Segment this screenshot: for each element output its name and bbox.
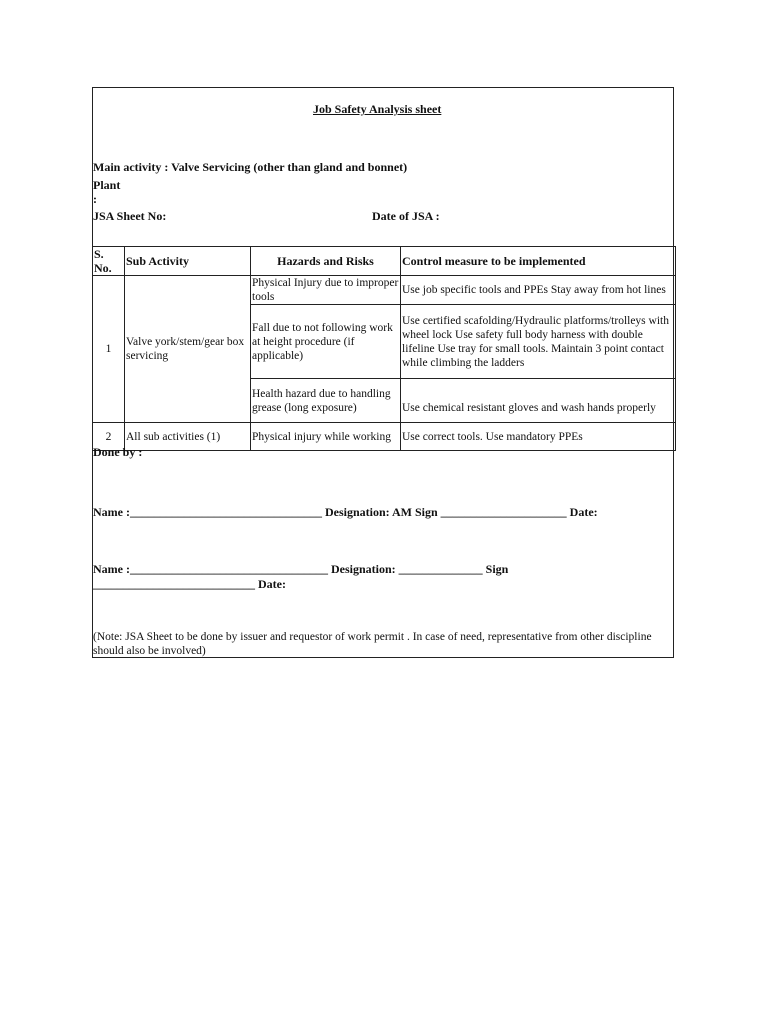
sheet-title: Job Safety Analysis sheet	[313, 102, 442, 116]
jsa-sheet	[92, 87, 674, 658]
jsa-sheet-no: JSA Sheet No:	[93, 209, 167, 223]
header-hazards: Hazards and Risks	[251, 247, 401, 276]
table-header-row	[93, 247, 676, 276]
done-by: Done by :	[93, 445, 143, 459]
table-row	[93, 276, 676, 305]
header-control: Control measure to be implemented	[401, 247, 676, 276]
cell-hazard: Fall due to not following work at height procedure (if applicable)	[251, 305, 401, 379]
cell-hazard: Health hazard due to handling grease (long exposure)	[251, 379, 401, 423]
cell-hazard: Physical Injury due to improper tools	[251, 276, 401, 305]
cell-control: Use correct tools. Use mandatory PPEs	[401, 423, 676, 451]
cell-control: Use certified scafolding/Hydraulic platforms/trolleys with wheel lock Use safety full body harness with double lifeline Use tray for small tools. Maintain 3 point contact while climbing the ladders	[401, 305, 676, 379]
signature-line-2-cont: ___________________________ Date:	[93, 577, 286, 591]
signature-line-2: Name :_________________________________ Designation: ______________ Sign	[93, 562, 509, 576]
plant-colon: :	[93, 192, 97, 206]
cell-sub-activity: Valve york/stem/gear box servicing	[125, 276, 251, 423]
header-sub-activity: Sub Activity	[125, 247, 251, 276]
jsa-table	[92, 246, 676, 451]
table-row	[93, 423, 676, 451]
main-activity: Main activity : Valve Servicing (other than gland and bonnet)	[93, 160, 408, 174]
cell-hazard: Physical injury while working	[251, 423, 401, 451]
cell-sub-activity: All sub activities (1)	[125, 423, 251, 451]
cell-control: Use job specific tools and PPEs Stay away from hot lines	[401, 276, 676, 305]
date-of-jsa: Date of JSA :	[372, 209, 440, 223]
cell-control: Use chemical resistant gloves and wash hands properly	[401, 379, 676, 423]
cell-sno: 1	[93, 276, 125, 423]
cell-sno: 2	[93, 423, 125, 451]
header-sno: S. No.	[93, 247, 125, 276]
signature-line-1: Name :________________________________ Designation: AM Sign _____________________ Date:	[93, 505, 598, 519]
note-text: (Note: JSA Sheet to be done by issuer and requestor of work permit . In case of need, representative from other discipline should also be involved)	[93, 631, 652, 657]
plant-label: Plant	[93, 178, 121, 192]
